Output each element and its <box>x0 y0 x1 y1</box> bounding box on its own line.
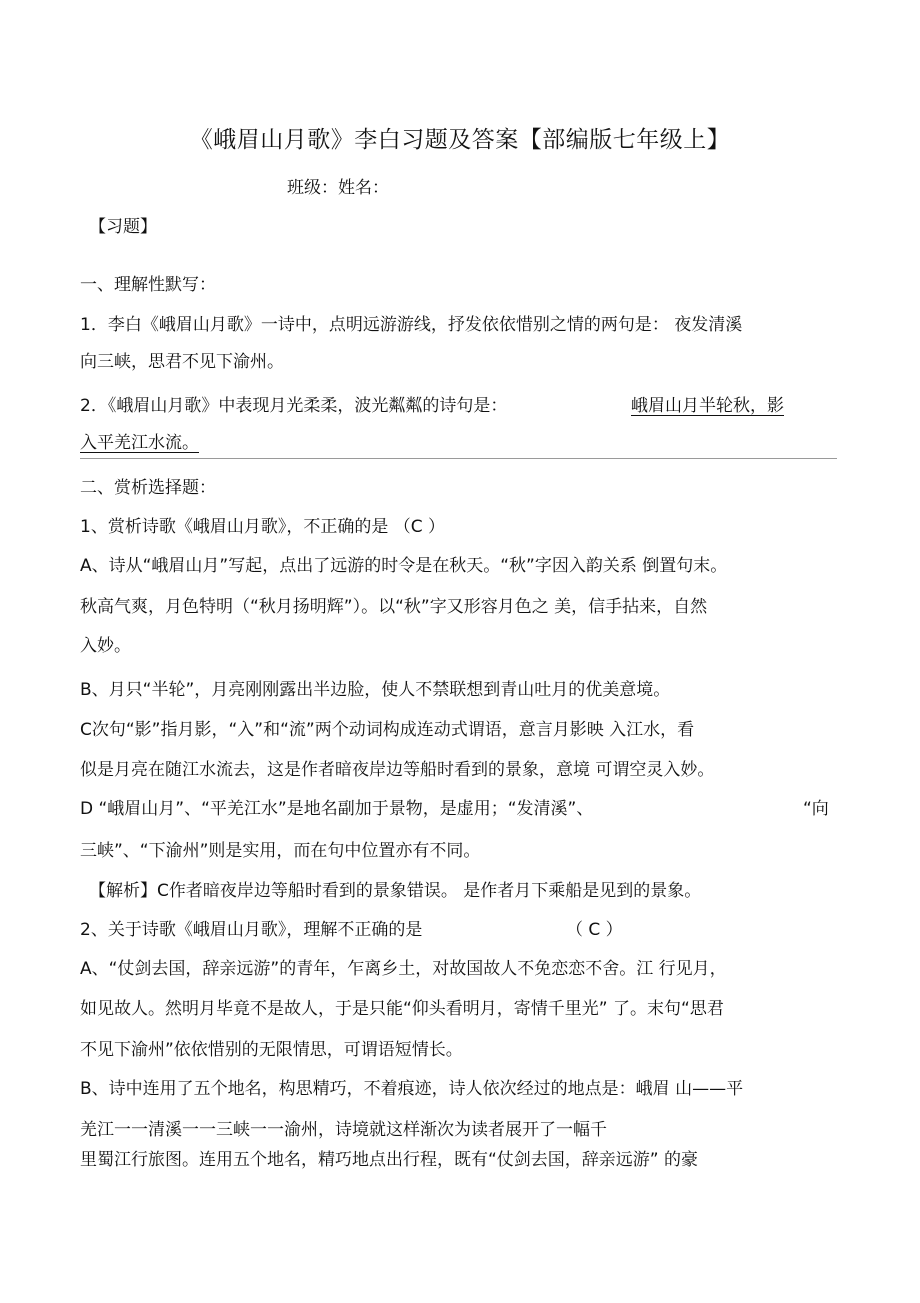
part2-q1-option-a-line1: A、诗从“峨眉山月”写起，点出了远游的时令是在秋天。“秋”字因入韵关系 倒置句末。 <box>80 556 728 576</box>
part2-q1-option-d-line1-end: “向 <box>803 799 829 819</box>
part2-heading: 二、赏析选择题： <box>80 478 216 498</box>
part2-q1-option-b: B、月只“半轮”，月亮刚刚露出半边脸，使人不禁联想到青山吐月的优美意境。 <box>80 680 671 700</box>
part2-q1-option-c-line1: C次句“影”指月影，“入”和“流”两个动词构成连动式谓语，意言月影映 入江水，看 <box>80 720 695 740</box>
part2-q2-option-b-line2: 羌江一一清溪一一三峡一一渝州，诗境就这样渐次为读者展开了一幅千 <box>80 1120 607 1140</box>
part2-q2-option-b-line3: 里蜀江行旅图。连用五个地名，精巧地点出行程，既有“仗剑去国，辞亲远游” 的豪 <box>80 1150 699 1170</box>
document-title: 《峨眉山月歌》李白习题及答案【部编版七年级上】 <box>189 127 731 153</box>
class-name-line: 班级：姓名： <box>287 178 389 198</box>
part2-q1-option-a-line2: 秋高气爽，月色特明（“秋月扬明辉”）。以“秋”字又形容月色之 美，信手拈来，自然 <box>80 597 708 617</box>
part1-q2-line2: 入平羌江水流。 <box>80 433 199 453</box>
part2-q2-option-a-line1: A、“仗剑去国，辞亲远游”的青年，乍离乡土，对故国故人不免恋恋不舍。江 行见月， <box>80 959 727 979</box>
part1-q2-answer: 峨眉山月半轮秋，影 <box>631 396 784 416</box>
divider-line <box>80 458 837 459</box>
part2-q1-stem: 1、赏析诗歌《峨眉山月歌》，不正确的是 （C ） <box>80 517 445 537</box>
part2-q1-option-d-line2: 三峡”、“下渝州”则是实用，而在句中位置亦有不同。 <box>80 841 481 861</box>
part2-q1-analysis: 【解析】C作者暗夜岸边等船时看到的景象错误。 是作者月下乘船是见到的景象。 <box>89 881 702 901</box>
part2-q2-option-a-line3: 不见下渝州”依依惜别的无限情思，可谓语短情长。 <box>80 1040 463 1060</box>
part2-q2-option-a-line2: 如见故人。然明月毕竟不是故人，于是只能“仰头看明月，寄情千里光” 了。末句“思君 <box>80 999 724 1019</box>
part2-q1-option-c-line2: 似是月亮在随江水流去，这是作者暗夜岸边等船时看到的景象，意境 可谓空灵入妙。 <box>80 760 715 780</box>
part1-q1-line2: 向三峡，思君不见下渝州。 <box>80 352 284 372</box>
part2-q2-option-b-line1: B、诗中连用了五个地名，构思精巧，不着痕迹，诗人依次经过的地点是：峨眉 山——平 <box>80 1079 744 1099</box>
part2-q2-answer: （ C ） <box>566 920 623 940</box>
part2-q1-option-d-line1: D “峨眉山月”、“平羌江水”是地名副加于景物，是虚用；“发清溪”、 <box>80 799 594 819</box>
part1-q2-prefix: 2．《峨眉山月歌》中表现月光柔柔，波光粼粼的诗句是： <box>80 396 508 416</box>
part1-heading: 一、理解性默写： <box>80 275 216 295</box>
part1-q1-line1: 1．李白《峨眉山月歌》一诗中，点明远游游线，抒发依依惜别之情的两句是： 夜发清溪 <box>80 315 743 335</box>
section-tag-exercises: 【习题】 <box>89 217 157 237</box>
part2-q2-stem: 2、关于诗歌《峨眉山月歌》，理解不正确的是 <box>80 920 423 940</box>
part2-q1-option-a-line3: 入妙。 <box>80 636 131 656</box>
